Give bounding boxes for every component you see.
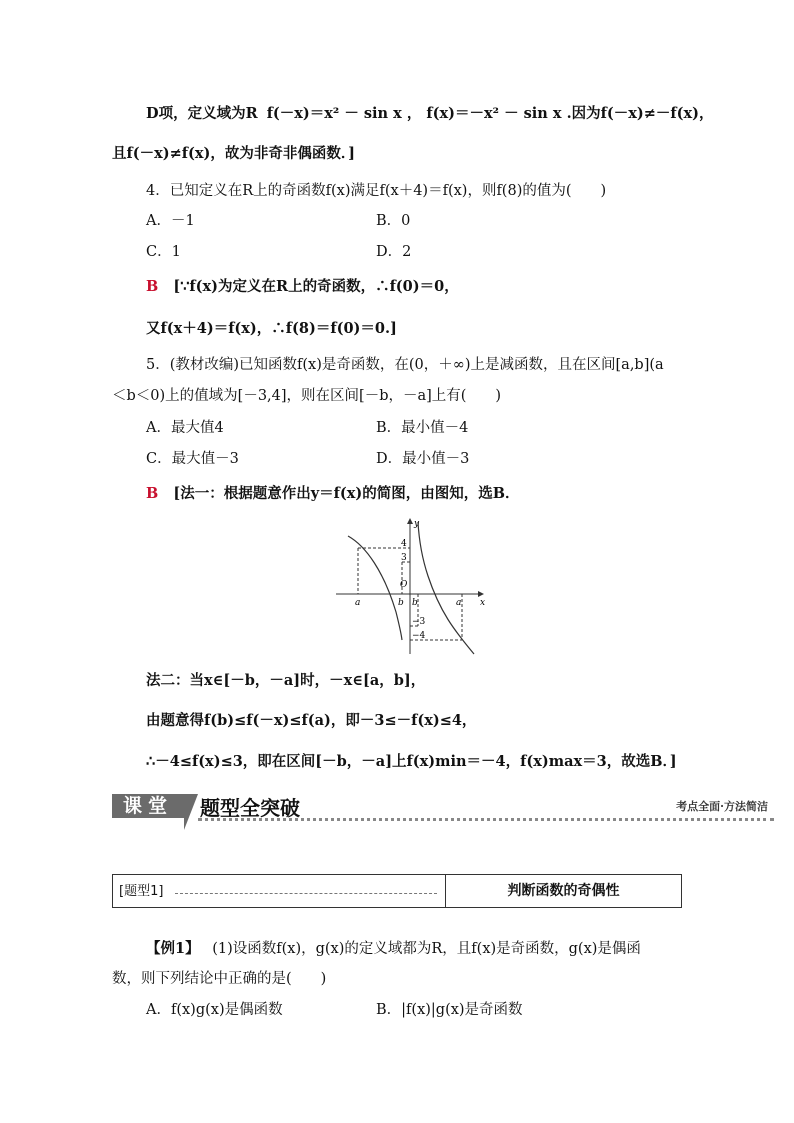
x-axis-arrow [478,591,484,597]
graph-x-label: x [480,598,486,608]
q4-option-c: C．1 [146,244,181,260]
q5-method1-line [146,484,519,504]
type-box-left [113,875,446,907]
q4-answer-text: [∵f(x)为定义在R上的奇函数，∴f(0)＝0， [173,278,459,295]
d-item-expr1: f(－x)＝x² － sin x [266,105,402,122]
q5-stem-line-2: ＜b＜0)上的值域为[－3,4]，则在区间[－b，－a]上有( ) [112,388,502,404]
q4-option-b: B．0 [376,213,411,229]
example1-text-1: (1)设函数f(x)，g(x)的定义域都为R，且f(x)是奇函数，g(x)是偶函 [212,941,641,957]
banner-triangle [184,794,198,830]
q5-option-a: A．最大值4 [146,420,224,436]
banner-block-sub: KETANG [116,819,157,827]
q4-answer-line-1 [146,277,459,297]
q5-option-c: C．最大值－3 [146,451,239,467]
q5-method2-line-3: ∴－4≤f(x)≤3，即在区间[－b，－a]上f(x)min＝－4，f(x)max＝3，故选B．] [146,753,677,770]
question-type-box [112,874,682,908]
curve-right-branch [418,522,474,654]
graph-tick-neg4: −4 [412,631,426,641]
section-banner [112,794,774,830]
example1-line-1 [146,939,641,959]
banner-block: 课堂 [112,794,184,818]
type-box-dash [175,893,437,894]
function-sketch-graph [332,512,488,658]
q4-answer-letter: B [146,278,159,295]
example1-option-b: B．|f(x)|g(x)是奇函数 [376,1002,523,1018]
type-box-label: [题型1] [119,884,164,899]
q5-method2-line-1: 法二：当x∈[－b，－a]时，－x∈[a，b]， [146,672,426,689]
d-item-sep: ， [406,105,422,122]
d-item-expr2: f(x)＝－x² － sin x [426,105,562,122]
graph-tick-4: 4 [401,539,407,549]
graph-tick-neg3: −3 [412,617,426,627]
graph-tick-3: 3 [401,553,407,563]
type-box-title: 判断函数的奇偶性 [507,883,620,899]
d-item-lead: D项，定义域为R [146,105,258,122]
graph-tick-negb: b [412,598,418,608]
q4-option-a: A．－1 [146,213,195,229]
example1-option-a: A．f(x)g(x)是偶函数 [146,1002,283,1018]
banner-tag: 考点全面·方法简洁 [676,800,768,813]
graph-y-label: y [414,519,420,529]
graph-origin-label: O [400,580,408,590]
q4-stem: 4．已知定义在R上的奇函数f(x)满足f(x＋4)＝f(x)，则f(8)的值为( ) [146,183,607,199]
graph-tick-nega: a [456,598,462,608]
d-item-because: .因为f(－x)≠－f(x)， [566,105,714,122]
d-item-line-1 [146,104,714,124]
graph-tick-a: a [355,598,361,608]
q5-stem-line-1: 5．(教材改编)已知函数f(x)是奇函数，在(0，＋∞)上是减函数，且在区间[a,b](a [146,357,664,373]
y-axis-arrow [407,518,413,524]
q5-option-b: B．最小值－4 [376,420,469,436]
example1-line-2: 数，则下列结论中正确的是( ) [112,971,327,987]
example1-tag: 【例1】 [146,940,200,957]
q5-option-d: D．最小值－3 [376,451,470,467]
q4-option-d: D．2 [376,244,412,260]
q5-method2-line-2: 由题意得f(b)≤f(－x)≤f(a)，即－3≤－f(x)≤4， [146,712,477,729]
q5-answer-letter: B [146,485,159,502]
d-item-line-2: 且f(－x)≠f(x)，故为非奇非偶函数．] [112,145,355,162]
curve-left-branch [348,536,402,640]
banner-title: 题型全突破 [200,796,300,820]
q4-answer-line-2: 又f(x＋4)＝f(x)，∴f(8)＝f(0)＝0.] [146,320,397,337]
q5-method1-text: [法一：根据题意作出y＝f(x)的简图，由图知，选B． [173,485,520,502]
graph-tick-b: b [398,598,404,608]
